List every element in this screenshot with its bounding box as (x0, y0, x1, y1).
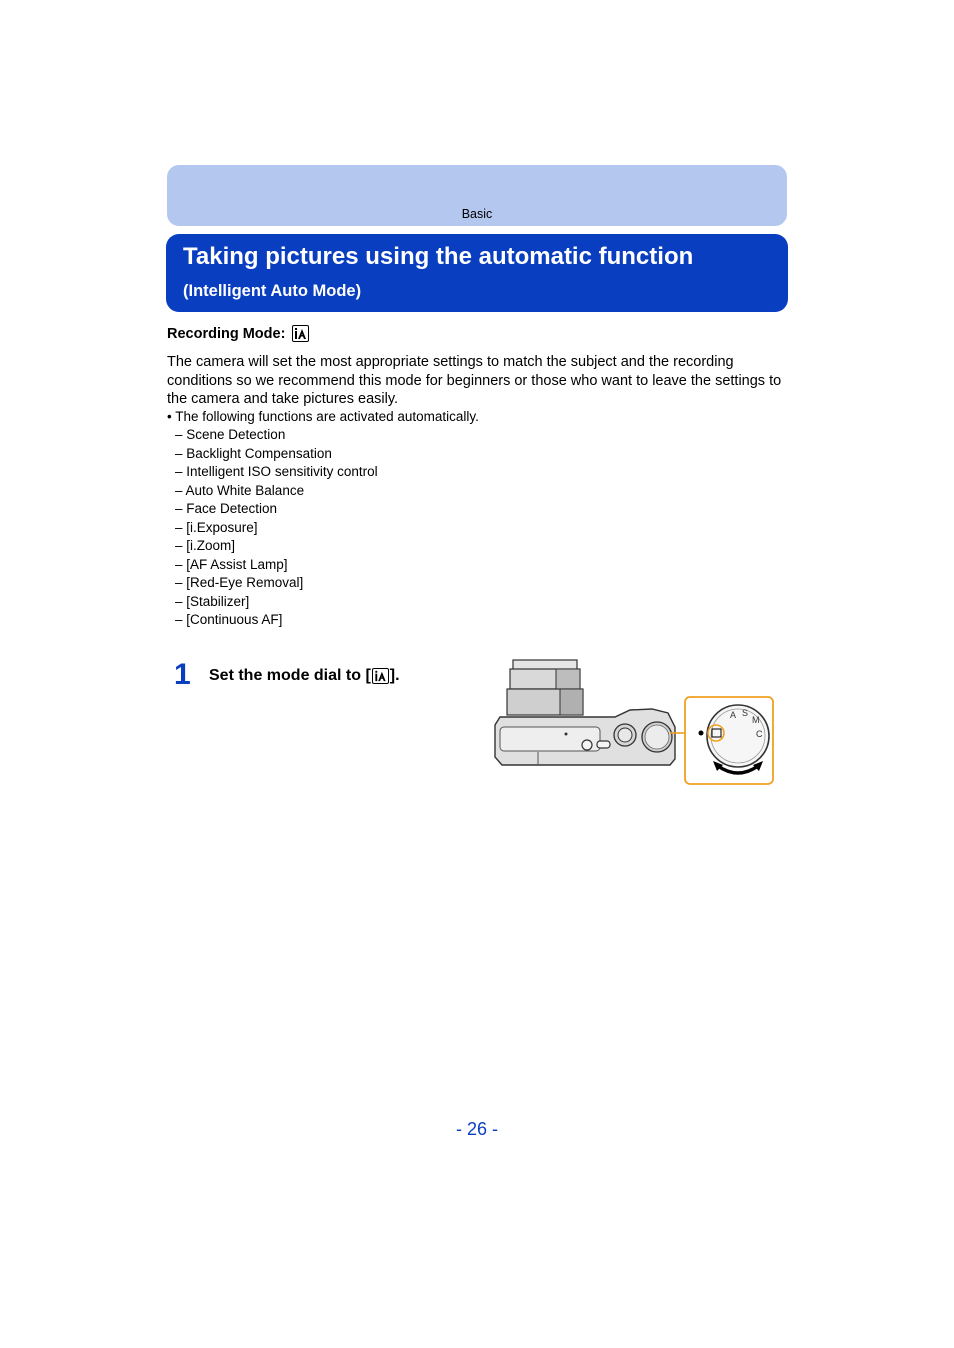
list-item: – Backlight Compensation (175, 445, 378, 464)
step-instruction (209, 667, 400, 685)
step-number: 1 (174, 658, 191, 691)
mode-dial-detail (685, 697, 773, 784)
camera-body-icon (495, 709, 686, 765)
dial-label: A (730, 710, 737, 720)
title-bar (166, 234, 788, 312)
section-tab (167, 165, 787, 226)
list-item: – [Red-Eye Removal] (175, 574, 378, 593)
auto-functions-note: • The following functions are activated automatically. (167, 409, 479, 424)
dial-label: S (742, 708, 749, 718)
list-item: – [Continuous AF] (175, 611, 378, 630)
list-item: – [AF Assist Lamp] (175, 556, 378, 575)
list-item: – [Stabilizer] (175, 593, 378, 612)
list-item: – Intelligent ISO sensitivity control (175, 463, 378, 482)
intelligent-auto-icon (372, 668, 389, 684)
step-text-before: Set the mode dial to [ (209, 667, 371, 684)
list-item: – Scene Detection (175, 426, 378, 445)
recording-mode (167, 325, 309, 342)
camera-mode-dial-illustration (490, 655, 780, 790)
section-label: Basic (461, 207, 493, 221)
recording-mode-label: Recording Mode: (167, 325, 286, 342)
camera-lens-icon (507, 660, 583, 715)
list-item: – [i.Exposure] (175, 519, 378, 538)
dial-label: M (752, 715, 760, 725)
page-title: Taking pictures using the automatic function (183, 243, 694, 270)
feature-list (175, 426, 378, 630)
intelligent-auto-icon (292, 325, 309, 342)
page-number: - 26 - (455, 1119, 498, 1139)
step-text-after: ]. (389, 667, 400, 684)
list-item: – [i.Zoom] (175, 537, 378, 556)
list-item: – Auto White Balance (175, 482, 378, 501)
list-item: – Face Detection (175, 500, 378, 519)
page-subtitle: (Intelligent Auto Mode) (183, 282, 362, 300)
intro-paragraph: The camera will set the most appropriate settings to match the subject and the recording conditions so we recommend this mode for beginners or those who want to leave the settings to the camera and take pictures easily. (167, 354, 782, 407)
dial-label: C (756, 729, 763, 739)
